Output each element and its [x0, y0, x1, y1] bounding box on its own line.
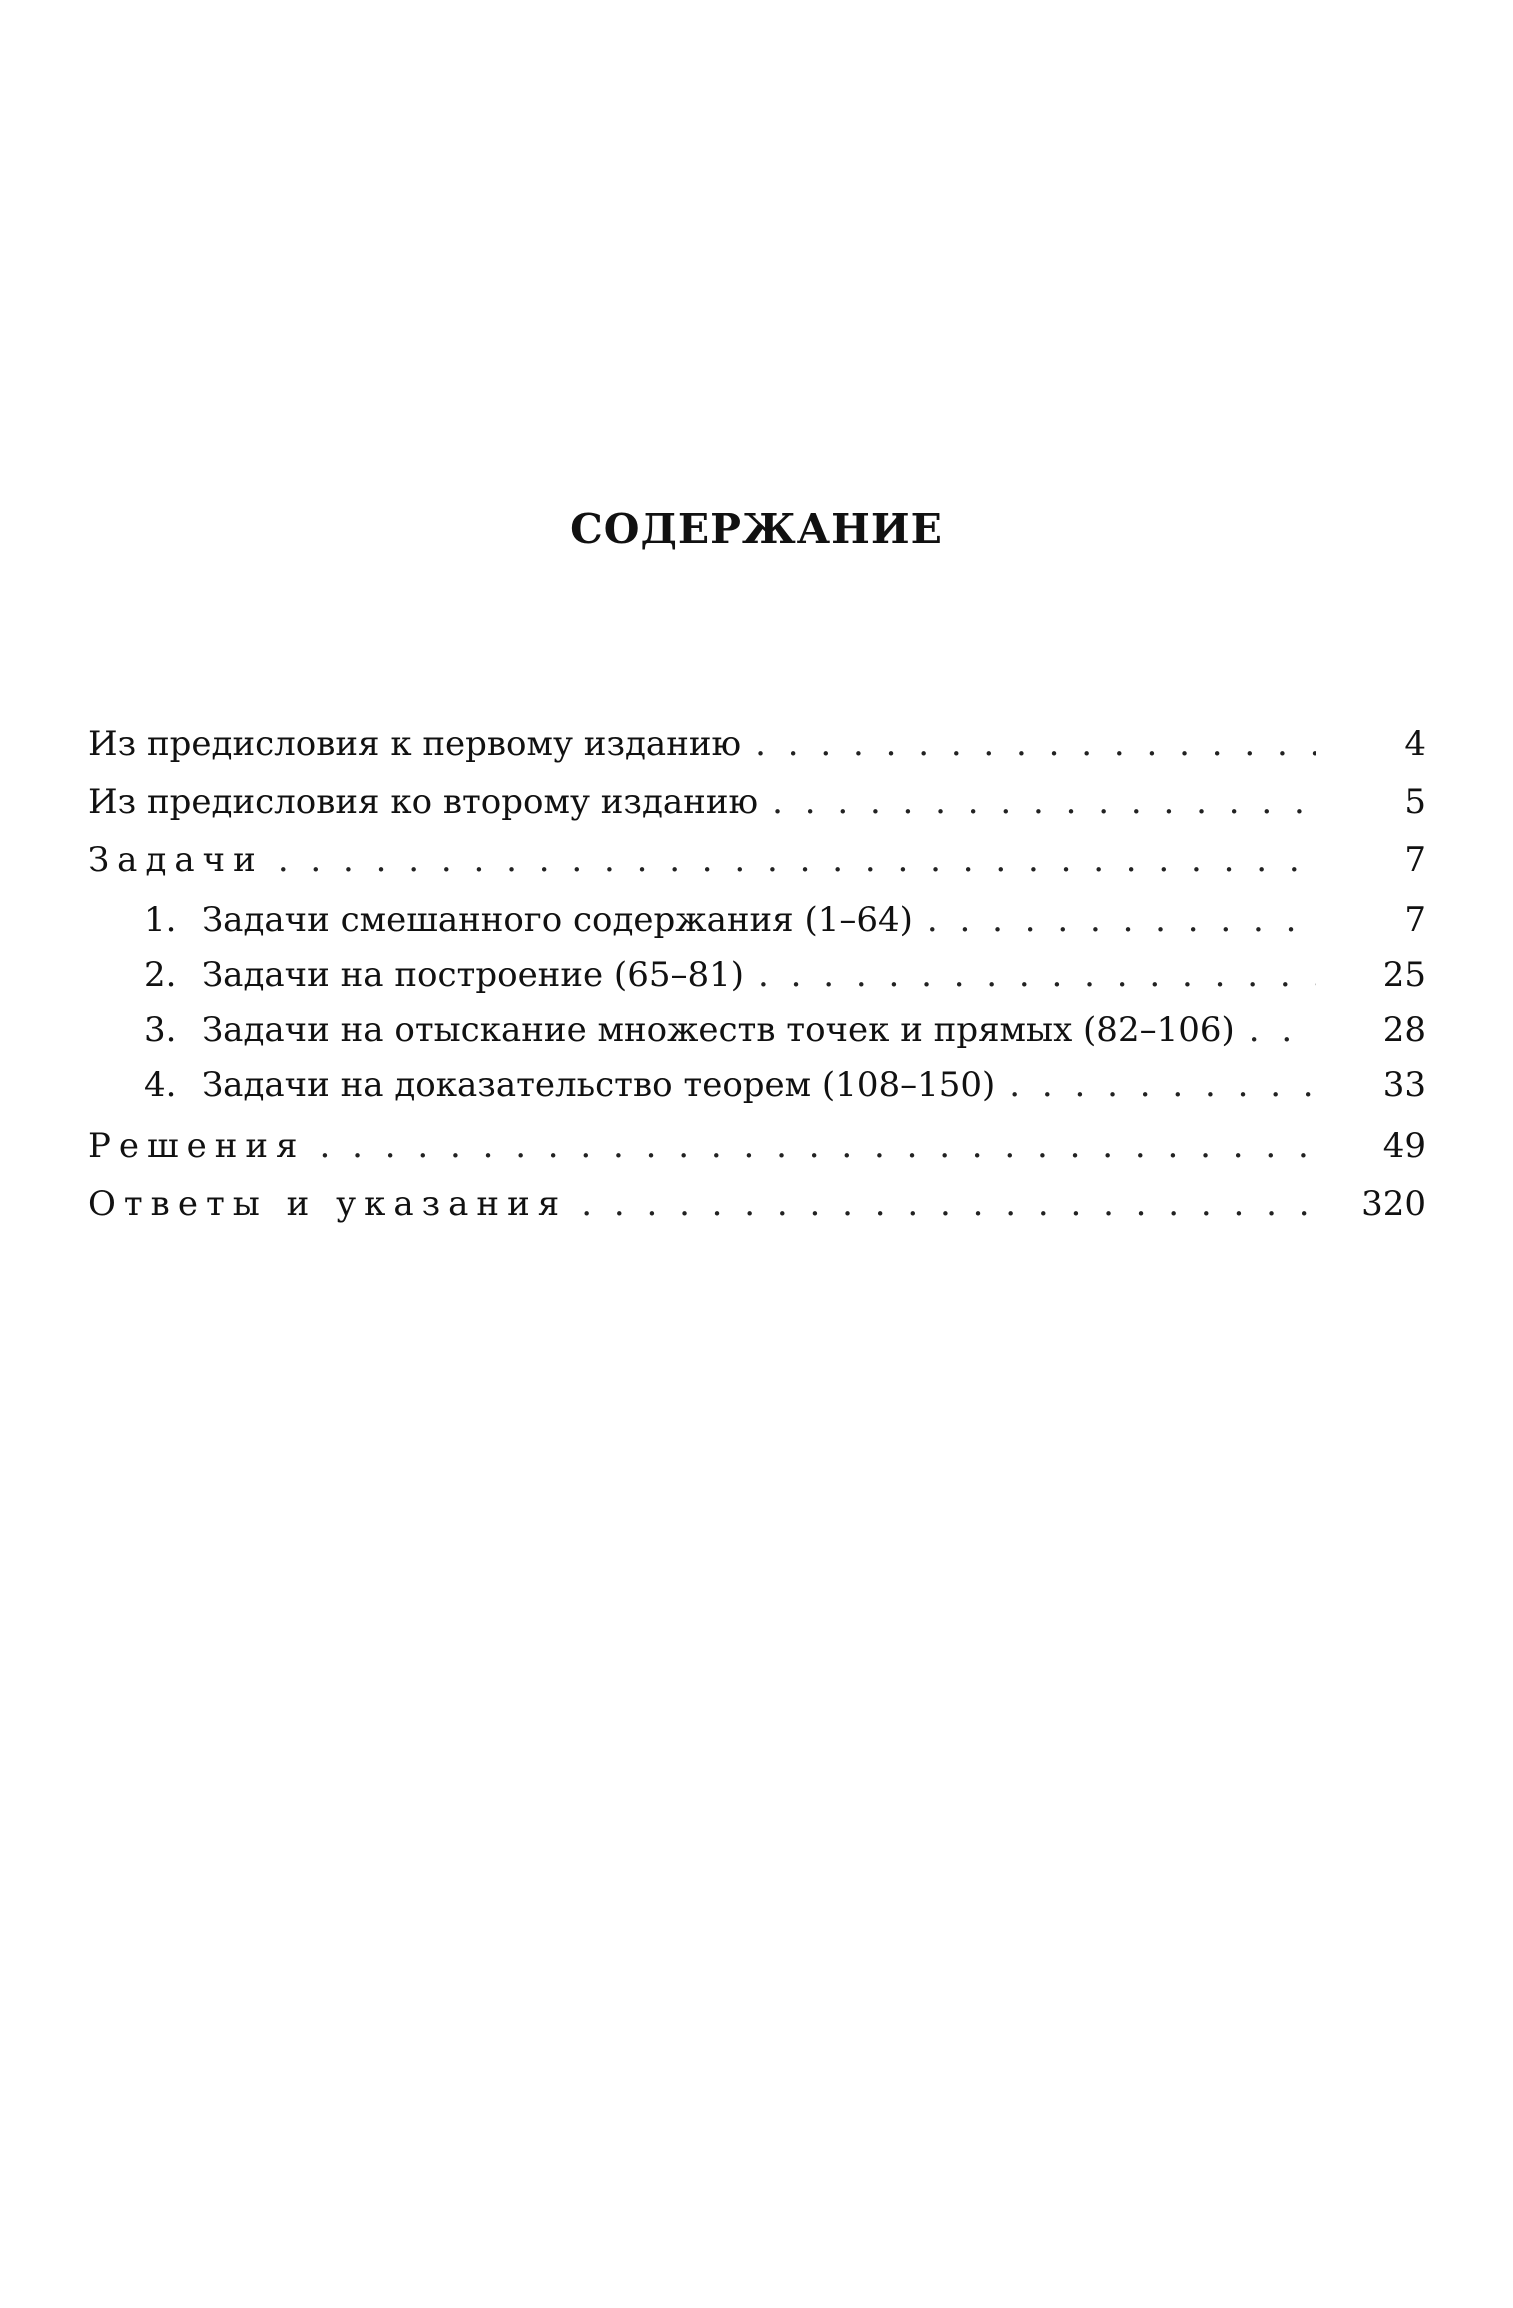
- dot-leader: [1249, 1003, 1316, 1058]
- toc-entry-solutions[interactable]: [88, 1117, 1426, 1175]
- toc-subentry-page: 33: [1382, 1065, 1426, 1105]
- dot-leader: [278, 831, 1316, 889]
- toc-subentry-label: Задачи на построение (65–81): [202, 955, 744, 995]
- toc-entry-label: Задачи: [88, 840, 264, 880]
- toc-entry-label: Ответы и указания: [88, 1184, 568, 1224]
- toc-entry-label: Из предисловия к первому изданию: [88, 724, 742, 764]
- toc-entry-label: Решения: [88, 1126, 306, 1166]
- toc-entry-label: Из предисловия ко второму изданию: [88, 782, 759, 822]
- dot-leader: [927, 893, 1316, 948]
- toc-subentry-label: Задачи на доказательство теорем (108–150): [202, 1065, 996, 1105]
- dot-leader: [755, 715, 1316, 773]
- toc-subentry-number: 2.: [144, 955, 177, 995]
- toc-entry-preface-first[interactable]: [88, 715, 1426, 773]
- toc-subentry-number: 4.: [144, 1065, 177, 1105]
- toc-entry-problems[interactable]: [88, 831, 1426, 889]
- dot-leader: [758, 948, 1316, 1003]
- toc-entry-preface-second[interactable]: [88, 773, 1426, 831]
- dot-leader: [320, 1117, 1317, 1175]
- dot-leader: [1009, 1058, 1316, 1113]
- toc-subentry-1[interactable]: [88, 893, 1426, 948]
- toc-entry-page: 320: [1361, 1184, 1426, 1224]
- toc-entry-answers[interactable]: [88, 1175, 1426, 1233]
- toc-entry-page: 49: [1382, 1126, 1426, 1166]
- toc-subentry-number: 1.: [144, 900, 177, 940]
- toc-entry-page: 5: [1404, 782, 1426, 822]
- toc-entry-page: 4: [1404, 724, 1426, 764]
- dot-leader: [772, 773, 1316, 831]
- toc-subentry-page: 7: [1404, 900, 1426, 940]
- toc-subentry-number: 3.: [144, 1010, 177, 1050]
- toc-subentry-label: Задачи смешанного содержания (1–64): [202, 900, 913, 940]
- toc-subentry-label: Задачи на отыскание множеств точек и прямых (82–106): [202, 1010, 1235, 1050]
- toc-subentry-4[interactable]: [88, 1058, 1426, 1113]
- page-title: СОДЕРЖАНИЕ: [570, 505, 943, 553]
- toc-subentry-2[interactable]: [88, 948, 1426, 1003]
- toc-subentry-3[interactable]: [88, 1003, 1426, 1058]
- toc-entry-page: 7: [1404, 840, 1426, 880]
- toc-subentry-page: 25: [1382, 955, 1426, 995]
- dot-leader: [581, 1175, 1316, 1233]
- table-of-contents: [88, 715, 1426, 1233]
- toc-subentry-page: 28: [1382, 1010, 1426, 1050]
